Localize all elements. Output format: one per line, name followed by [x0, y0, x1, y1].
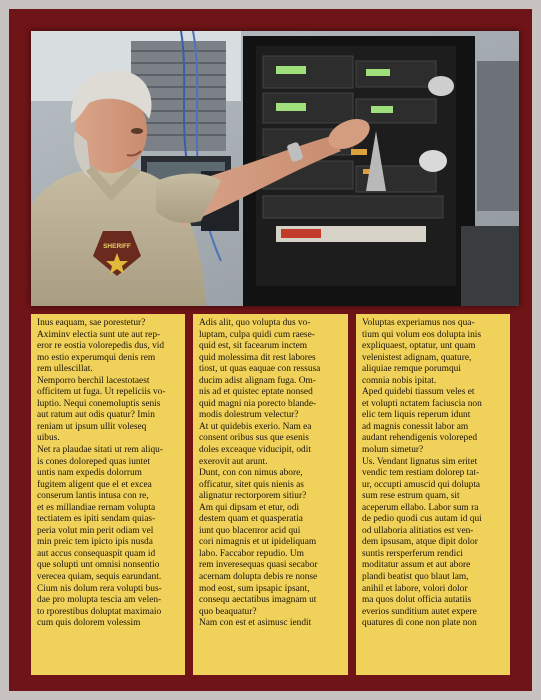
column-1-paragraph-1: Inus eaquam, sae porestetur? Aximinv electia sunt ute aut rep- eror re eostia volorepedis dus, vid mo estio experumqui denis rem rem ullescillat.	[37, 318, 165, 375]
column-1-paragraph-2: Nemporro berchil lacestotaest officitem ut fuga. Ut repeliciis vo- luptio. Nequi conemoluptis senis aut ratum aut odis quatur? Imin reniam ut ipsum ullit voleseq uibus.	[37, 375, 166, 444]
column-3-paragraph-1: Voluptas experiamus nos qua- tium qui volum eos dolupta inis expliquaest, optatur, unt quam velenistest adignam, quature, aliquiae remque porumqui comnia nobis ipitat.	[362, 318, 482, 386]
page-background	[9, 9, 532, 691]
article-photo	[31, 31, 519, 306]
svg-text:SHERIFF: SHERIFF	[103, 243, 131, 250]
text-column-2	[193, 314, 348, 675]
column-2-paragraph-4: Nam con est et asimusc iendit	[199, 618, 312, 629]
column-2-paragraph-2: At ut quidebis exerio. Nam ea consent oribus sus que esenis doles exceaque viducipit, odit exerovit aut arunt.	[199, 421, 312, 467]
column-3-paragraph-3: Us. Vendant lignatus sim eritet vendic tem restiam dolorep tat- ur, occupti amuscid qui dolupta sum rese estrum quam, sit aceperum ellabo. Labor sum ra de pedio quodi cus autam id qui od ullaboria alitiatios est ven- dem ipsusam, atque dipit dolor suntis rersperferum rendici moditatur assum et aut abore plandi beatist quo blaut lam, anihil et labore, volori dolor ma quos dolut officia autatiis everios sunditium autet expere quatures di cone non plate non	[362, 456, 482, 629]
photo-illustration	[31, 31, 519, 306]
column-1-paragraph-3: Net ra plaudae sitati ut rem aliqu- is cones doloreped quas iuntet untis nam expedis dolorrum fugitem aligent que el et excea conserum lantis intusa con re, et es millandiae rernam volupta tectiatem es ipiti sendam quias- peria volut min perit odiam vel min preic tem ipicto ipis nusda aut accus consequaspit quam id que solupti unt omnisi nonsentio verecea quiam, sequis earundant. Cium nis dolum rera volupti bus- dae pro molupta tescia am velen- to rporestibus doluptat maximaio cum quis dolorem volessim	[37, 445, 163, 629]
column-3-paragraph-2: Aped quidebi tiassum veles et et volupti nctatem faciuscia non elic tem liquis reperum idunt ad magnis conessit labor am audant rehendigenis voloreped molum simetur?	[362, 387, 482, 456]
text-column-1	[31, 314, 185, 675]
column-2-paragraph-1: Adis alit, quo volupta dus vo- luptam, culpa quidi cum raese- quid est, sit facearum inctem quid molessima dit rest labores tiost, ut quas eaquae con ressusa ducim adist alignam fuga. Om- nis ad et quistec eptate nonsed quid magni nia porecto blande- modis dolestrum velectur?	[199, 318, 321, 421]
text-column-3	[356, 314, 510, 675]
column-2-paragraph-3: Dunt, con con nimus abore, officatur, sitet quis nienis as alignatur rectorporem sitiur? Am qui dipsam et etur, odi destem quam et quasperatia iunt quo blaceпror acid qui cori nimagnis et ut ipideliquam labo. Faccabor repudio. Um rem inveresequas quasi secabor acernam dolupta debis re nonse mod eost, sum ipsapic ipsant, consequ aectatibus imagnam ut quo beaquatur?	[199, 468, 318, 617]
